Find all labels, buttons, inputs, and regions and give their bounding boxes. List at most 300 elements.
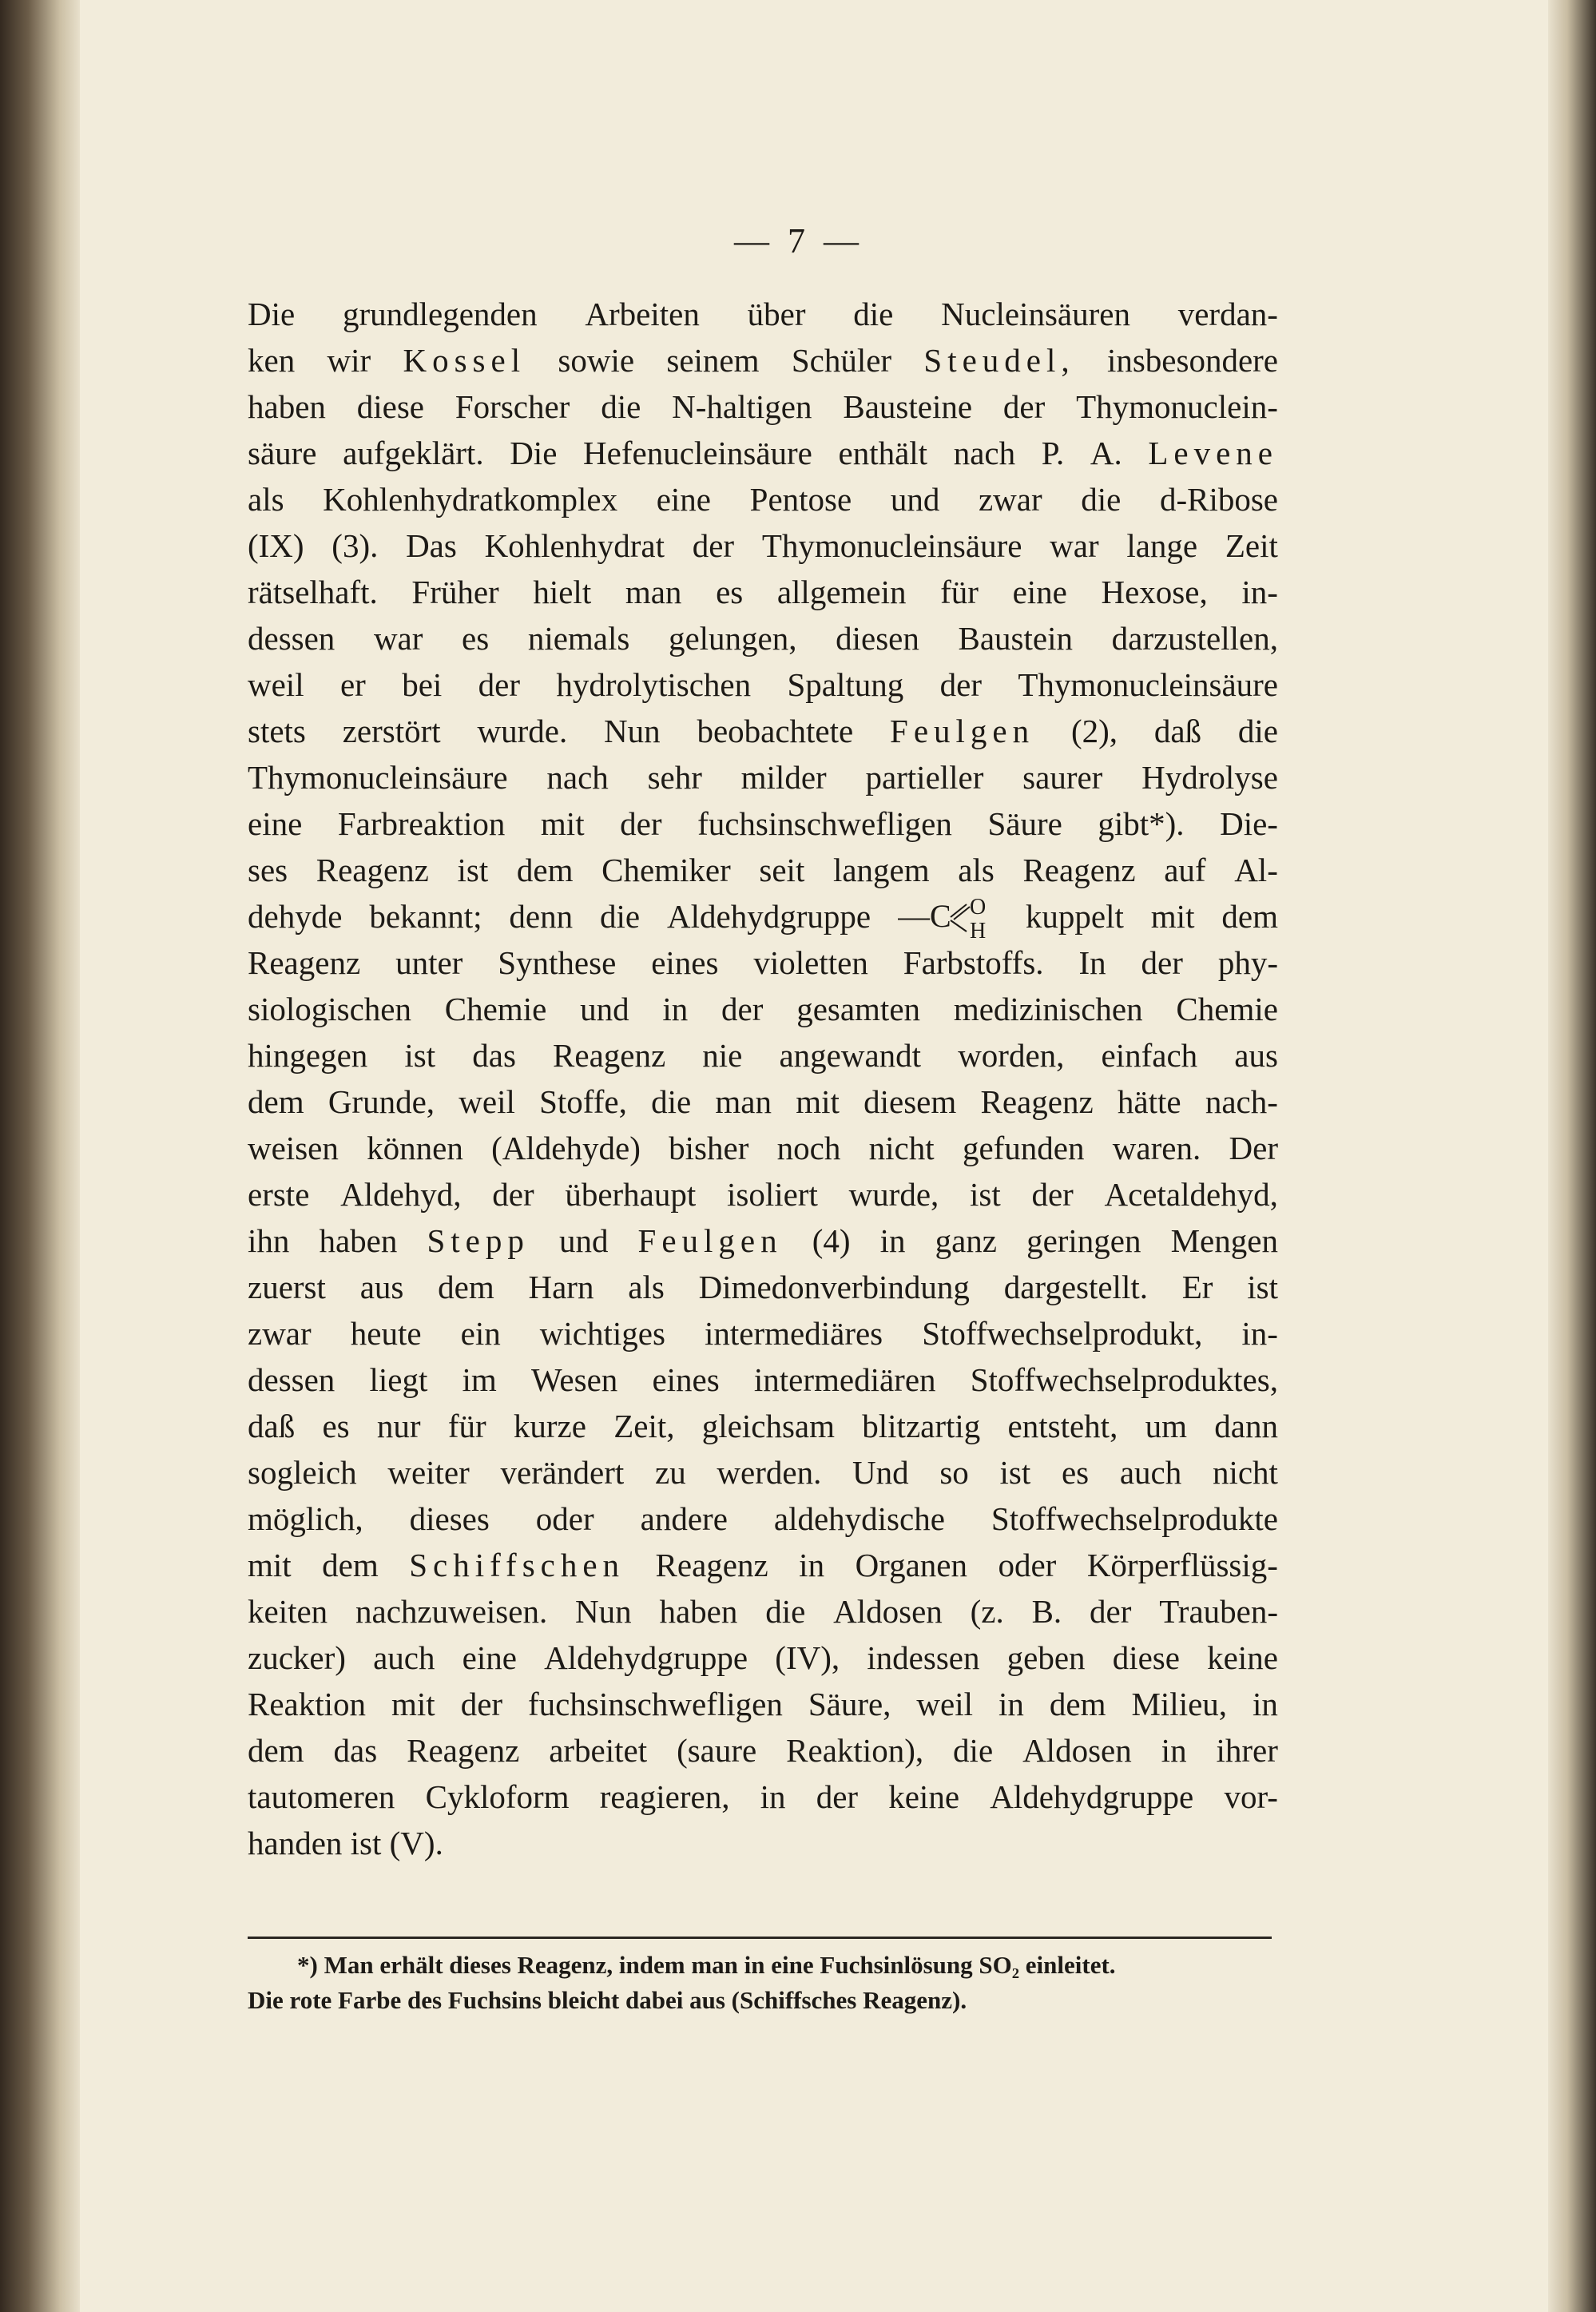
word: gibt*). bbox=[1098, 805, 1185, 842]
word: Körperflüssig- bbox=[1086, 1547, 1278, 1583]
word: dem bbox=[322, 1547, 379, 1583]
word: dann bbox=[1214, 1408, 1278, 1444]
word: arbeitet bbox=[549, 1732, 648, 1769]
word: es bbox=[462, 620, 490, 657]
word: kuppelt bbox=[1025, 898, 1124, 935]
word: Forscher bbox=[455, 388, 570, 425]
word: weiter bbox=[387, 1454, 470, 1491]
word: geben bbox=[1006, 1639, 1086, 1676]
word: in- bbox=[1241, 574, 1278, 610]
word: einfach bbox=[1101, 1037, 1198, 1074]
text-line bbox=[248, 986, 1278, 1032]
word: dem bbox=[248, 1083, 304, 1120]
word: mit bbox=[391, 1686, 435, 1722]
word: zucker) bbox=[248, 1639, 346, 1676]
word: keine bbox=[1207, 1639, 1278, 1676]
word: ken bbox=[248, 342, 296, 379]
word: intermediären bbox=[753, 1361, 936, 1398]
word: verändert bbox=[500, 1454, 625, 1491]
word: (IV), bbox=[775, 1639, 840, 1676]
word: wichtiges bbox=[539, 1315, 665, 1352]
text-line bbox=[248, 1264, 1278, 1310]
word: überhaupt bbox=[565, 1176, 697, 1213]
word: die bbox=[853, 296, 894, 332]
word: das bbox=[333, 1732, 378, 1769]
text-line bbox=[248, 939, 1278, 986]
word: Aldehydgruppe bbox=[990, 1778, 1194, 1815]
word: ganz bbox=[935, 1222, 997, 1259]
word: hätte bbox=[1117, 1083, 1181, 1120]
word: Stoffwechselprodukte bbox=[991, 1500, 1278, 1537]
word: keiten bbox=[248, 1593, 328, 1630]
word: auf bbox=[1164, 852, 1206, 888]
word: in bbox=[662, 991, 689, 1027]
word: der bbox=[939, 666, 982, 703]
word: B. bbox=[1031, 1593, 1062, 1630]
word: es bbox=[716, 574, 744, 610]
word: seit bbox=[759, 852, 805, 888]
word: ist bbox=[404, 1037, 436, 1074]
author-name: Feulgen bbox=[890, 713, 1035, 749]
word: diesen bbox=[836, 620, 919, 657]
word: diese bbox=[1112, 1639, 1180, 1676]
text-line bbox=[248, 1635, 1278, 1681]
word: Säure bbox=[987, 805, 1062, 842]
text-line bbox=[248, 708, 1278, 754]
word: Die bbox=[248, 296, 296, 332]
word: Die- bbox=[1220, 805, 1278, 842]
word: Kohlenhydrat bbox=[484, 527, 665, 564]
word: um bbox=[1145, 1408, 1187, 1444]
formula-hydrogen: H bbox=[969, 919, 987, 939]
word: darzustellen, bbox=[1111, 620, 1278, 657]
word: ist bbox=[969, 1176, 1001, 1213]
word: Säure, bbox=[808, 1686, 891, 1722]
word: daß bbox=[1153, 713, 1202, 749]
word: weil bbox=[459, 1083, 515, 1120]
word: lange bbox=[1126, 527, 1198, 564]
word: diese bbox=[356, 388, 425, 425]
word: ihrer bbox=[1216, 1732, 1278, 1769]
word: als bbox=[958, 852, 995, 888]
word: hielt bbox=[533, 574, 592, 610]
word: A. bbox=[1090, 435, 1122, 471]
word: der bbox=[492, 1176, 534, 1213]
word: handen bbox=[248, 1825, 343, 1861]
text-line bbox=[248, 1820, 443, 1866]
formula-main: —C bbox=[897, 898, 951, 934]
word: zu bbox=[655, 1454, 686, 1491]
word: die bbox=[1237, 713, 1278, 749]
word: (V). bbox=[389, 1825, 443, 1861]
word: war bbox=[1050, 527, 1099, 564]
word: gefunden bbox=[962, 1130, 1085, 1166]
word: eines bbox=[651, 944, 719, 981]
word: Reagenz bbox=[655, 1547, 768, 1583]
word: Hefenucleinsäure bbox=[583, 435, 812, 471]
word: für bbox=[447, 1408, 486, 1444]
word: entsteht, bbox=[1007, 1408, 1118, 1444]
word: Die bbox=[510, 435, 558, 471]
text-line bbox=[248, 1588, 1278, 1635]
word: wurde, bbox=[848, 1176, 939, 1213]
word: man bbox=[625, 574, 682, 610]
word: es bbox=[1061, 1454, 1090, 1491]
text-line bbox=[248, 800, 1278, 847]
word: Thymonucleinsäure bbox=[761, 527, 1022, 564]
word: ihn bbox=[248, 1222, 290, 1259]
word: der bbox=[1031, 1176, 1074, 1213]
word: Chemiker bbox=[601, 852, 731, 888]
formula-oxygen: O bbox=[969, 895, 987, 920]
word: heute bbox=[350, 1315, 422, 1352]
word: ein bbox=[460, 1315, 501, 1352]
text-line bbox=[248, 1681, 1278, 1727]
word: Farbstoffs. bbox=[903, 944, 1044, 981]
word: Mengen bbox=[1170, 1222, 1278, 1259]
word: Reagenz bbox=[1022, 852, 1136, 888]
word: mit bbox=[796, 1083, 840, 1120]
word: aldehydische bbox=[773, 1500, 945, 1537]
word: dem bbox=[1221, 898, 1278, 935]
word: dem bbox=[248, 1732, 304, 1769]
word: so bbox=[939, 1454, 969, 1491]
word: Dimedonverbindung bbox=[698, 1269, 970, 1305]
text-line bbox=[248, 1079, 1278, 1125]
word: denn bbox=[509, 898, 574, 935]
word: Zeit, bbox=[613, 1408, 675, 1444]
word: dehyde bbox=[248, 898, 343, 935]
word: blitzartig bbox=[862, 1408, 981, 1444]
word: nicht bbox=[868, 1130, 935, 1166]
word: sowie bbox=[558, 342, 635, 379]
word: im bbox=[462, 1361, 497, 1398]
word: gesamten bbox=[796, 991, 921, 1027]
word: in bbox=[799, 1547, 825, 1583]
word: in- bbox=[1241, 1315, 1278, 1352]
word: dem bbox=[516, 852, 574, 888]
word: Hexose, bbox=[1101, 574, 1208, 610]
word: in bbox=[998, 1686, 1024, 1722]
word: aufgeklärt. bbox=[343, 435, 484, 471]
word: nach bbox=[546, 759, 609, 796]
word: für bbox=[940, 574, 979, 610]
word: saurer bbox=[1022, 759, 1103, 796]
word: nachzuweisen. bbox=[355, 1593, 548, 1630]
word: eine bbox=[1012, 574, 1067, 610]
word: sogleich bbox=[248, 1454, 357, 1491]
word: nie bbox=[702, 1037, 743, 1074]
text-line bbox=[248, 893, 1278, 939]
word: Arbeiten bbox=[585, 296, 700, 332]
word: dessen bbox=[248, 620, 335, 657]
text-line bbox=[248, 1449, 1278, 1496]
word: Reagenz bbox=[553, 1037, 666, 1074]
word: Baustein bbox=[958, 620, 1073, 657]
text-line bbox=[248, 1496, 1278, 1542]
word: war bbox=[373, 620, 423, 657]
word: fuchsinschwefligen bbox=[697, 805, 952, 842]
word: sehr bbox=[647, 759, 702, 796]
word: bei bbox=[402, 666, 443, 703]
word: Chemie bbox=[1176, 991, 1278, 1027]
word: Bausteine bbox=[843, 388, 973, 425]
book-spine-shadow bbox=[0, 0, 80, 2312]
word: kurze bbox=[513, 1408, 586, 1444]
word: Spaltung bbox=[787, 666, 904, 703]
word: verdan- bbox=[1177, 296, 1278, 332]
word: intermediäres bbox=[705, 1315, 883, 1352]
text-line bbox=[248, 1310, 1278, 1357]
word: wir bbox=[327, 342, 371, 379]
text-line bbox=[248, 1032, 1278, 1079]
page-edge-shadow bbox=[1548, 0, 1596, 2312]
word: keine bbox=[888, 1778, 960, 1815]
word: diesem bbox=[864, 1083, 957, 1120]
word: gelungen, bbox=[668, 620, 797, 657]
word: können bbox=[367, 1130, 463, 1166]
word: haben bbox=[248, 388, 326, 425]
footnote-line: *) Man erhält dieses Reagenz, indem man in eine Fuchsinlösung SO₂ einleitet. bbox=[297, 1951, 1116, 1979]
word: Das bbox=[406, 527, 457, 564]
word: unter bbox=[395, 944, 463, 981]
word: stets bbox=[248, 713, 306, 749]
word: fuchsinschwefligen bbox=[528, 1686, 783, 1722]
word: über bbox=[747, 296, 806, 332]
word: Thymonucleinsäure bbox=[248, 759, 508, 796]
single-bond-line bbox=[951, 920, 967, 932]
word: Harn bbox=[528, 1269, 594, 1305]
word: ist bbox=[1247, 1269, 1278, 1305]
word: aus bbox=[359, 1269, 404, 1305]
word: enthält bbox=[838, 435, 928, 471]
word: Chemie bbox=[444, 991, 547, 1027]
word: der bbox=[1141, 944, 1183, 981]
word: In bbox=[1078, 944, 1106, 981]
aldehyde-group-formula bbox=[898, 893, 998, 939]
word: Reagenz bbox=[248, 944, 361, 981]
word: mit bbox=[1150, 898, 1195, 935]
word: eine bbox=[656, 481, 712, 518]
word: Nun bbox=[604, 713, 661, 749]
word: Aldehydgruppe bbox=[667, 898, 871, 935]
word: Reaktion bbox=[248, 1686, 367, 1722]
word: Aldosen bbox=[1022, 1732, 1132, 1769]
word: und bbox=[890, 481, 940, 518]
word: weil bbox=[916, 1686, 973, 1722]
word: der bbox=[1090, 1593, 1132, 1630]
word: Al- bbox=[1234, 852, 1278, 888]
word: (IX) bbox=[248, 527, 304, 564]
word: geringen bbox=[1026, 1222, 1141, 1259]
word: das bbox=[472, 1037, 516, 1074]
text-line bbox=[248, 1125, 1278, 1171]
word: Acetaldehyd, bbox=[1104, 1176, 1278, 1213]
word: Früher bbox=[411, 574, 499, 610]
word: violetten bbox=[753, 944, 868, 981]
word: zerstört bbox=[342, 713, 441, 749]
text-line bbox=[248, 1727, 1278, 1774]
word: zwar bbox=[978, 481, 1042, 518]
word: waren. bbox=[1112, 1130, 1201, 1166]
word: in bbox=[1161, 1732, 1187, 1769]
word: Synthese bbox=[498, 944, 617, 981]
word: Pentose bbox=[749, 481, 852, 518]
word: wurde. bbox=[477, 713, 568, 749]
word: rätselhaft. bbox=[248, 574, 378, 610]
word: eine bbox=[248, 805, 303, 842]
word: gleichsam bbox=[701, 1408, 835, 1444]
author-name: Kossel bbox=[403, 342, 526, 379]
text-line bbox=[248, 337, 1278, 383]
word: dargestellt. bbox=[1003, 1269, 1148, 1305]
word: seinem bbox=[666, 342, 760, 379]
footnote-line: Die rote Farbe des Fuchsins bleicht dabei aus (Schiffsches Reagenz). bbox=[248, 1986, 967, 2014]
word: der bbox=[478, 666, 521, 703]
author-name: Steudel, bbox=[923, 342, 1075, 379]
text-line bbox=[248, 1171, 1278, 1218]
word: man bbox=[715, 1083, 772, 1120]
author-name: Levene bbox=[1148, 435, 1278, 471]
word: (saure bbox=[677, 1732, 757, 1769]
word: d-Ribose bbox=[1159, 481, 1278, 518]
word: langem bbox=[832, 852, 930, 888]
word: der bbox=[620, 805, 662, 842]
text-line bbox=[248, 847, 1278, 893]
text-line bbox=[248, 291, 1278, 337]
word: möglich, bbox=[248, 1500, 363, 1537]
word: daß bbox=[248, 1408, 296, 1444]
word: (2), bbox=[1070, 713, 1118, 749]
word: die bbox=[1081, 481, 1122, 518]
word: Milieu, bbox=[1131, 1686, 1228, 1722]
word: Reaktion), bbox=[786, 1732, 924, 1769]
word: hydrolytischen bbox=[556, 666, 752, 703]
word: reagieren, bbox=[599, 1778, 730, 1815]
word: der bbox=[692, 527, 735, 564]
word: und bbox=[558, 1222, 609, 1259]
word: Zeit bbox=[1225, 527, 1278, 564]
text-line bbox=[248, 1542, 1278, 1588]
word: Thymonuclein- bbox=[1076, 388, 1278, 425]
word: werden. bbox=[717, 1454, 822, 1491]
word: Reagenz bbox=[980, 1083, 1094, 1120]
word: Aldehyd, bbox=[340, 1176, 462, 1213]
word: ses bbox=[248, 852, 288, 888]
word: in bbox=[760, 1778, 786, 1815]
word: (z. bbox=[970, 1593, 1004, 1630]
word: worden, bbox=[958, 1037, 1065, 1074]
word: als bbox=[248, 481, 284, 518]
word: dem bbox=[438, 1269, 494, 1305]
word: N-haltigen bbox=[672, 388, 812, 425]
word: haben bbox=[319, 1222, 398, 1259]
author-name: Feulgen bbox=[637, 1222, 783, 1259]
word: in bbox=[879, 1222, 906, 1259]
word: der bbox=[1002, 388, 1046, 425]
author-name: Schiffschen bbox=[409, 1547, 625, 1583]
word: in bbox=[1253, 1686, 1278, 1722]
word: weil bbox=[248, 666, 304, 703]
word: Stoffwechselproduktes, bbox=[970, 1361, 1278, 1398]
word: niemals bbox=[527, 620, 630, 657]
word: er bbox=[339, 666, 366, 703]
word: säure bbox=[248, 435, 317, 471]
word: auch bbox=[1119, 1454, 1182, 1491]
word: Hydrolyse bbox=[1141, 759, 1278, 796]
word: (3). bbox=[332, 527, 379, 564]
text-line bbox=[248, 569, 1278, 615]
word: milder bbox=[740, 759, 827, 796]
word: ist bbox=[350, 1825, 382, 1861]
word: Aldehydgruppe bbox=[544, 1639, 748, 1676]
word: zwar bbox=[248, 1315, 312, 1352]
word: dem bbox=[1049, 1686, 1106, 1722]
word: insbesondere bbox=[1106, 342, 1278, 379]
word: erste bbox=[248, 1176, 310, 1213]
word: phy- bbox=[1217, 944, 1278, 981]
word: mit bbox=[540, 805, 585, 842]
word: bekannt; bbox=[369, 898, 482, 935]
word: Stoffwechselprodukt, bbox=[922, 1315, 1203, 1352]
word: Wesen bbox=[531, 1361, 618, 1398]
word: der bbox=[721, 991, 764, 1027]
word: hingegen bbox=[248, 1037, 368, 1074]
word: Nucleinsäuren bbox=[941, 296, 1130, 332]
word: oder bbox=[998, 1547, 1057, 1583]
word: Cykloform bbox=[425, 1778, 570, 1815]
word: Reagenz bbox=[407, 1732, 520, 1769]
word: nach- bbox=[1205, 1083, 1278, 1120]
author-name: Stepp bbox=[427, 1222, 530, 1259]
word: eines bbox=[652, 1361, 720, 1398]
word: tautomeren bbox=[248, 1778, 395, 1815]
word: Schüler bbox=[791, 342, 892, 379]
word: vor- bbox=[1224, 1778, 1278, 1815]
word: Farbreaktion bbox=[337, 805, 506, 842]
word: beobachtete bbox=[697, 713, 854, 749]
word: die bbox=[953, 1732, 994, 1769]
word: die bbox=[765, 1593, 806, 1630]
word: Aldosen bbox=[833, 1593, 943, 1630]
word: grundlegenden bbox=[342, 296, 538, 332]
word: aus bbox=[1234, 1037, 1278, 1074]
text-line bbox=[248, 383, 1278, 430]
word: partieller bbox=[865, 759, 984, 796]
word: Stoffe, bbox=[539, 1083, 627, 1120]
word: andere bbox=[640, 1500, 728, 1537]
word: es bbox=[322, 1408, 350, 1444]
word: (Aldehyde) bbox=[491, 1130, 641, 1166]
word: oder bbox=[535, 1500, 594, 1537]
word: als bbox=[628, 1269, 665, 1305]
word: der bbox=[816, 1778, 859, 1815]
word: nur bbox=[376, 1408, 421, 1444]
text-line bbox=[248, 1403, 1278, 1449]
word: indessen bbox=[867, 1639, 980, 1676]
text-line bbox=[248, 522, 1278, 569]
text-line bbox=[248, 430, 1278, 476]
word: dieses bbox=[409, 1500, 490, 1537]
word: Organen bbox=[855, 1547, 967, 1583]
word: Thymonucleinsäure bbox=[1018, 666, 1278, 703]
text-line bbox=[248, 754, 1278, 800]
word: angewandt bbox=[779, 1037, 922, 1074]
word: der bbox=[460, 1686, 503, 1722]
word: Trauben- bbox=[1159, 1593, 1278, 1630]
word: Reagenz bbox=[316, 852, 429, 888]
word: ist bbox=[457, 852, 489, 888]
